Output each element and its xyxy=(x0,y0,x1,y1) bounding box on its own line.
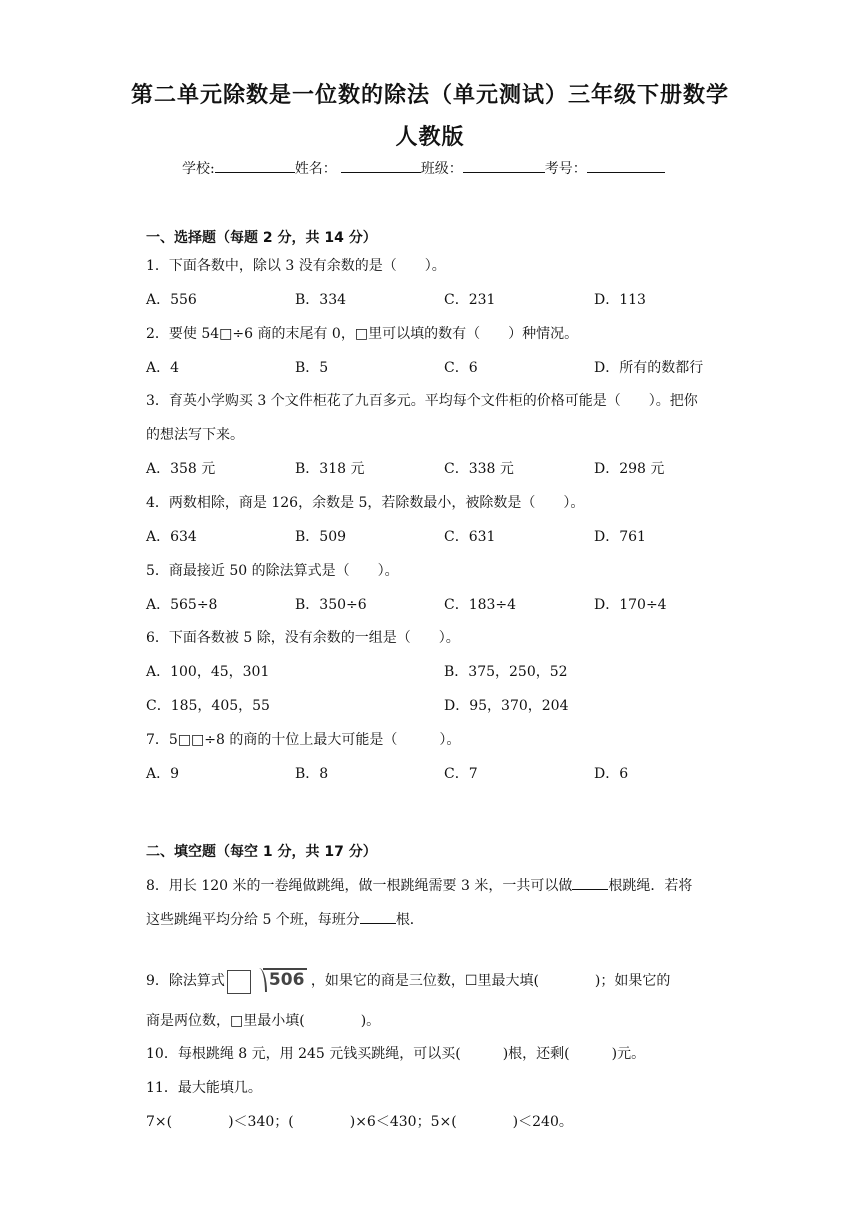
q2-option-d: D．所有的数都行 xyxy=(594,360,704,376)
q3-option-d: D．298 元 xyxy=(594,461,665,477)
q8-text-d: 根． xyxy=(395,912,424,928)
q1-option-c: C．231 xyxy=(444,292,496,308)
q3-option-a: A．358 元 xyxy=(146,461,216,477)
q1-option-d: D．113 xyxy=(594,292,646,308)
section-heading-fill: 二、填空题（每空 1 分，共 17 分） xyxy=(146,844,377,860)
question-11: 11．最大能填几。 xyxy=(146,1080,262,1096)
q6-option-a: A．100，45，301 xyxy=(146,664,270,680)
q6-option-c: C．185，405，55 xyxy=(146,698,270,714)
question-3: 3．育英小学购买 3 个文件柜花了九百多元。平均每个文件柜的价格可能是（ ）。把你 xyxy=(146,393,698,409)
division-expression-image xyxy=(225,966,311,996)
q7-option-c: C．7 xyxy=(444,766,478,782)
question-8 xyxy=(146,875,692,895)
school-blank xyxy=(215,158,295,173)
class-label: 班级： xyxy=(420,161,463,177)
q2-option-b: B．5 xyxy=(295,360,329,376)
q6-option-b: B．375，250，52 xyxy=(444,664,568,680)
question-7: 7．5□□÷8 的商的十位上最大可能是（ ）。 xyxy=(146,732,461,748)
q7-option-b: B．8 xyxy=(295,766,329,782)
school-label: 学校: xyxy=(182,161,215,177)
question-8-continued xyxy=(146,909,424,929)
q9-text-b: ，如果它的商是三位数，☐里最大填( )；如果它的 xyxy=(310,973,671,989)
q7-option-d: D．6 xyxy=(594,766,629,782)
question-4: 4．两数相除，商是 126，余数是 5，若除数最小，被除数是（ ）。 xyxy=(146,495,585,511)
q3-option-c: C．338 元 xyxy=(444,461,514,477)
q4-option-d: D．761 xyxy=(594,529,646,545)
q7-option-a: A．9 xyxy=(146,766,180,782)
name-blank xyxy=(341,158,421,173)
q5-option-d: D．170÷4 xyxy=(594,597,667,613)
question-10: 10．每根跳绳 8 元，用 245 元钱买跳绳，可以买( )根，还剩( )元。 xyxy=(146,1046,646,1062)
blank-square-icon xyxy=(227,970,251,994)
question-6: 6．下面各数被 5 除，没有余数的一组是（ ）。 xyxy=(146,630,460,646)
q5-option-b: B．350÷6 xyxy=(295,597,367,613)
q1-option-a: A．556 xyxy=(146,292,197,308)
student-info-line xyxy=(182,158,665,178)
name-label: 姓名： xyxy=(294,161,337,177)
q9-text-a: 9．除法算式 xyxy=(146,973,225,989)
exam-no-blank xyxy=(587,158,665,173)
question-9-continued: 商是两位数，□里最小填( )。 xyxy=(146,1013,381,1029)
question-9 xyxy=(146,966,670,996)
question-5: 5．商最接近 50 的除法算式是（ ）。 xyxy=(146,563,399,579)
exam-no-label: 考号： xyxy=(544,161,587,177)
question-3-continued: 的想法写下来。 xyxy=(146,427,244,443)
question-2: 2．要使 54□÷6 商的末尾有 0，□里可以填的数有（ ）种情况。 xyxy=(146,326,579,342)
q3-option-b: B．318 元 xyxy=(295,461,365,477)
question-11-expressions: 7×( )＜340；( )×6＜430；5×( )＜240。 xyxy=(146,1114,573,1130)
q2-option-c: C．6 xyxy=(444,360,478,376)
section-heading-choice: 一、选择题（每题 2 分，共 14 分） xyxy=(146,230,377,246)
division-bracket-icon xyxy=(257,968,267,992)
dividend-number: 506 xyxy=(268,970,305,990)
q8-text-c: 这些跳绳平均分给 5 个班，每班分 xyxy=(146,912,360,928)
q5-option-c: C．183÷4 xyxy=(444,597,517,613)
q5-option-a: A．565÷8 xyxy=(146,597,218,613)
q6-option-d: D．95，370，204 xyxy=(444,698,569,714)
q8-text-b: 根跳绳．若将 xyxy=(608,878,693,894)
question-1: 1．下面各数中，除以 3 没有余数的是（ ）。 xyxy=(146,258,446,274)
q4-option-b: B．509 xyxy=(295,529,347,545)
q8-blank-2[interactable] xyxy=(360,909,396,924)
class-blank xyxy=(463,158,545,173)
q8-blank-1[interactable] xyxy=(572,875,608,890)
q1-option-b: B．334 xyxy=(295,292,347,308)
q2-option-a: A．4 xyxy=(146,360,180,376)
q4-option-a: A．634 xyxy=(146,529,197,545)
q8-text-a: 8．用长 120 米的一卷绳做跳绳，做一根跳绳需要 3 米，一共可以做 xyxy=(146,878,573,894)
page-subtitle: 人教版 xyxy=(395,125,465,150)
q4-option-c: C．631 xyxy=(444,529,496,545)
page-title: 第二单元除数是一位数的除法（单元测试）三年级下册数学 xyxy=(130,83,729,108)
